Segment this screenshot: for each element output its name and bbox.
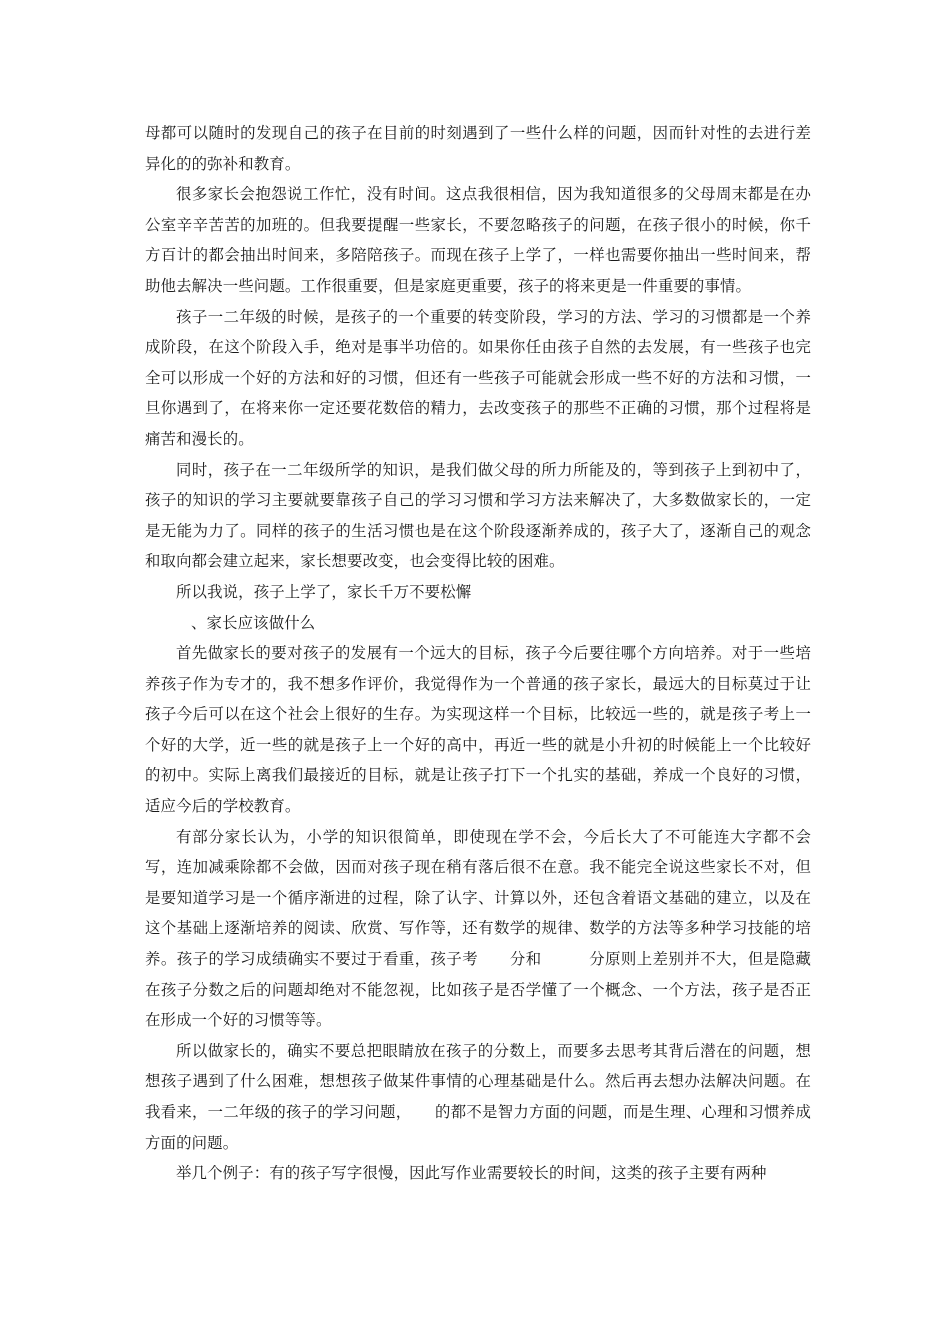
paragraph-work-busy: 很多家长会抱怨说工作忙，没有时间。这点我很相信，因为我知道很多的父母周末都是在办公室辛辛苦苦的加班的。但我要提醒一些家长，不要忽略孩子的问题，在孩子很小的时候，你千方百计的都会抽出时间来，多陪陪孩子。而现在孩子上学了，一样也需要你抽出一些时间来，帮助他去解决一些问题。工作很重要，但是家庭更重要，孩子的将来更是一件重要的事情。 <box>145 185 811 295</box>
document-body <box>145 118 811 1189</box>
paragraph-grade-one-two: 孩子一二年级的时候，是孩子的一个重要的转变阶段，学习的方法、学习的习惯都是一个养成阶段，在这个阶段入手，绝对是事半功倍的。如果你任由孩子自然的去发展，有一些孩子也完全可以形成一个好的方法和好的习惯，但还有一些孩子可能就会形成一些不好的方法和习惯，一旦你遇到了，在将来你一定还要花数倍的精力，去改变孩子的那些不正确的习惯，那个过程将是痛苦和漫长的。 <box>145 307 811 448</box>
paragraph-some-parents: 有部分家长认为，小学的知识很简单，即使现在学不会，今后长大了不可能连大字都不会写，连加减乘除都不会做，因而对孩子现在稍有落后很不在意。我不能完全说这些家长不对，但是要知道学习是一个循序渐进的过程，除了认字、计算以外，还包含着语文基础的建立，以及在这个基础上逐渐培养的阅读、欣赏、写作等，还有数学的规律、数学的方法等多种学习技能的培养。孩子的学习成绩确实不要过于看重，孩子考 分和 分原则上差别并不大，但是隐藏在孩子分数之后的问题却绝对不能忽视，比如孩子是否学懂了一个概念、一个方法，孩子是否正在形成一个好的习惯等等。 <box>145 827 811 1030</box>
paragraph-at-same-time: 同时，孩子在一二年级所学的知识，是我们做父母的所力所能及的，等到孩子上到初中了，孩子的知识的学习主要就要靠孩子自己的学习习惯和学习方法来解决了，大多数做家长的，一定是无能为力了。同样的孩子的生活习惯也是在这个阶段逐渐养成的，孩子大了，逐渐自己的观念和取向都会建立起来，家长想要改变，也会变得比较的困难。 <box>145 460 811 571</box>
paragraph-conclusion: 所以我说，孩子上学了，家长千万不要松懈 <box>176 582 472 601</box>
paragraph-long-term-goal: 首先做家长的要对孩子的发展有一个远大的目标，孩子今后要往哪个方向培养。对于一些培养孩子作为专才的，我不想多作评价，我觉得作为一个普通的孩子家长，最远大的目标莫过于让孩子今后可以在这个社会上很好的生存。为实现这样一个目标，比较远一些的，就是孩子考上一个好的大学，近一些的就是孩子上一个好的高中，再近一些的就是小升初的时候能上一个比较好的初中。实际上离我们最接近的目标，就是让孩子打下一个扎实的基础，养成一个良好的习惯，适应今后的学校教育。 <box>145 644 811 816</box>
section-heading: 、家长应该做什么 <box>191 613 316 632</box>
paragraph-continuation: 母都可以随时的发现自己的孩子在目前的时刻遇到了一些什么样的问题，因而针对性的去进行差异化的的弥补和教育。 <box>145 124 811 173</box>
paragraph-examples: 举几个例子：有的孩子写字很慢，因此写作业需要较长的时间，这类的孩子主要有两种 <box>176 1164 767 1183</box>
paragraph-focus-on-scores: 所以做家长的，确实不要总把眼睛放在孩子的分数上，而要多去思考其背后潜在的问题，想想孩子遇到了什么困难，想想孩子做某件事情的心理基础是什么。然后再去想办法解决问题。在我看来，一二年级的孩子的学习问题， 的都不是智力方面的问题，而是生理、心理和习惯养成方面的问题。 <box>145 1041 811 1152</box>
